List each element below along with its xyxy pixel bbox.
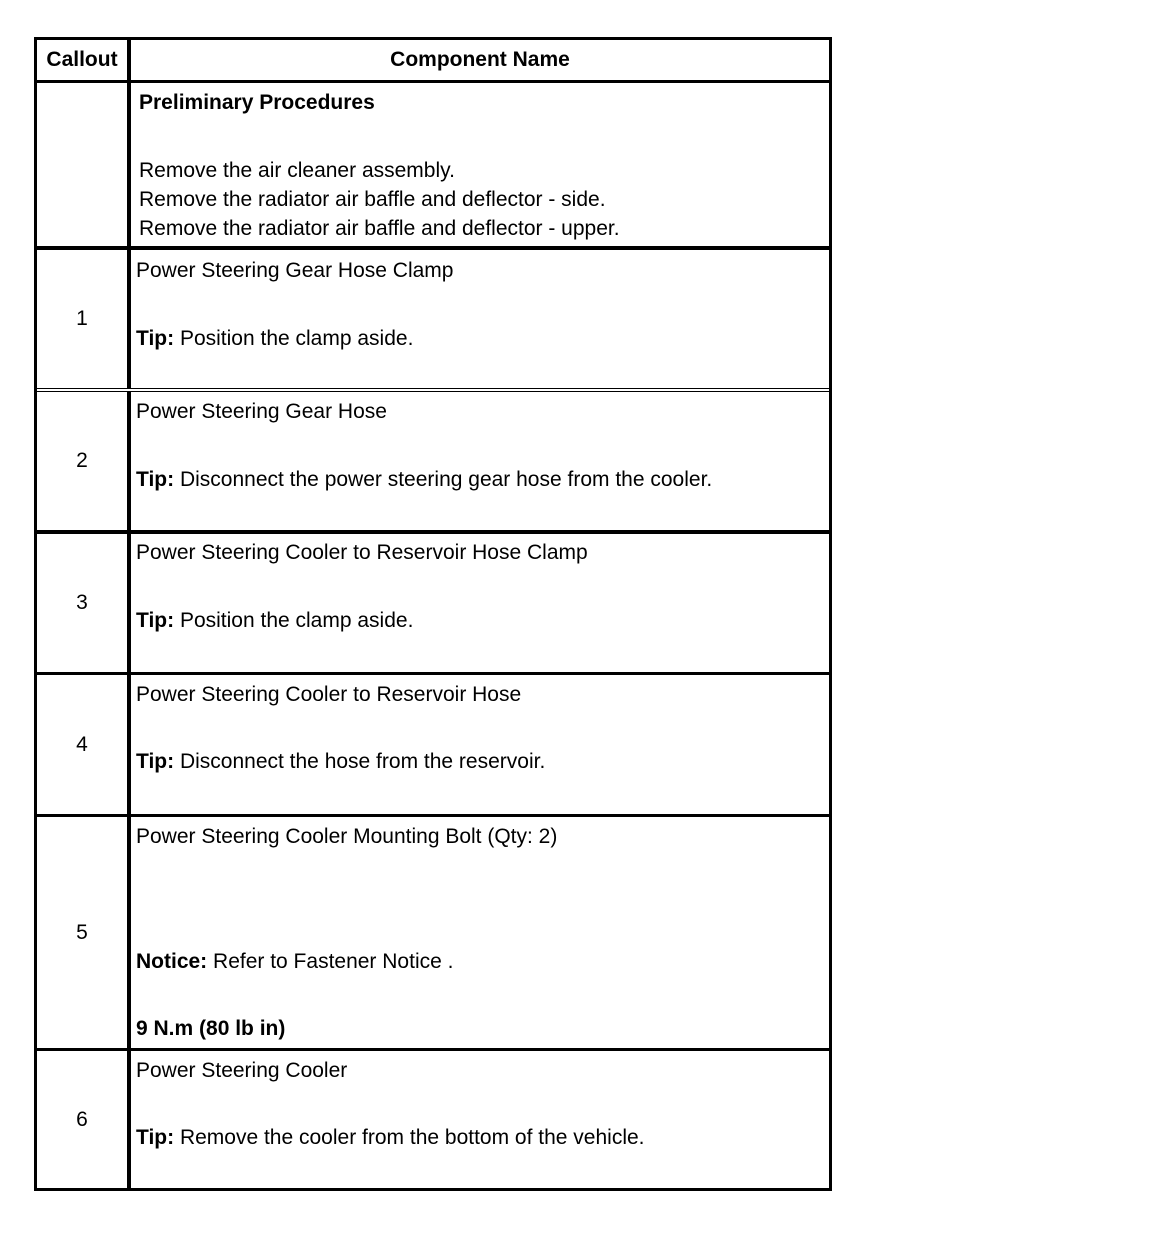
- preliminary-title: Preliminary Procedures: [139, 91, 375, 114]
- component-note: [136, 609, 413, 633]
- note-label: Tip:: [136, 327, 175, 350]
- component-name: Power Steering Cooler to Reservoir Hose Clamp: [136, 541, 588, 564]
- component-cell: [131, 1051, 829, 1188]
- preliminary-step: Remove the radiator air baffle and deflector - upper.: [139, 217, 620, 240]
- callout-number: 6: [37, 1051, 131, 1188]
- component-cell: [131, 534, 829, 672]
- note-text: Remove the cooler from the bottom of the vehicle.: [174, 1126, 645, 1149]
- note-text: Refer to Fastener Notice .: [207, 950, 454, 973]
- callout-cell: [37, 83, 131, 246]
- table-row: [37, 388, 829, 530]
- callout-number: 1: [37, 250, 131, 388]
- component-cell: [131, 392, 829, 530]
- component-cell: [131, 250, 829, 388]
- table-row: [37, 530, 829, 672]
- component-note: [136, 327, 413, 351]
- note-text: Position the clamp aside.: [174, 327, 414, 350]
- component-cell: [131, 675, 829, 814]
- note-label: Tip:: [136, 468, 175, 491]
- note-text: Position the clamp aside.: [174, 609, 414, 632]
- component-name: Power Steering Cooler to Reservoir Hose: [136, 683, 522, 706]
- component-note: [136, 1126, 645, 1150]
- note-text: Disconnect the power steering gear hose from the cooler.: [174, 468, 713, 491]
- note-text: Disconnect the hose from the reservoir.: [174, 750, 546, 773]
- note-label: Notice:: [136, 950, 208, 973]
- callout-number: 3: [37, 534, 131, 672]
- preliminary-cell: [131, 83, 829, 246]
- callout-number: 2: [37, 392, 131, 530]
- component-name: Power Steering Cooler Mounting Bolt (Qty: 2): [136, 825, 558, 848]
- table-row: [37, 814, 829, 1048]
- preliminary-row: [37, 80, 829, 246]
- table-header: [37, 40, 829, 80]
- table-row: [37, 1048, 829, 1188]
- callout-number: 5: [37, 817, 131, 1048]
- component-cell: [131, 817, 829, 1048]
- component-name: Power Steering Gear Hose Clamp: [136, 259, 454, 282]
- header-component-name: Component Name: [390, 48, 570, 71]
- note-label: Tip:: [136, 1126, 175, 1149]
- table-row: [37, 672, 829, 814]
- note-label: Tip:: [136, 750, 175, 773]
- component-note: [136, 950, 453, 974]
- callout-number: 4: [37, 675, 131, 814]
- component-table: [34, 37, 832, 1191]
- preliminary-step: Remove the air cleaner assembly.: [139, 159, 455, 182]
- component-note: [136, 750, 545, 774]
- header-callout: Callout: [37, 40, 131, 80]
- torque-spec: 9 N.m (80 lb in): [136, 1017, 286, 1040]
- component-name: Power Steering Cooler: [136, 1059, 348, 1082]
- component-name: Power Steering Gear Hose: [136, 400, 387, 423]
- note-label: Tip:: [136, 609, 175, 632]
- table-row: [37, 246, 829, 388]
- preliminary-step: Remove the radiator air baffle and deflector - side.: [139, 188, 606, 211]
- component-note: [136, 468, 712, 492]
